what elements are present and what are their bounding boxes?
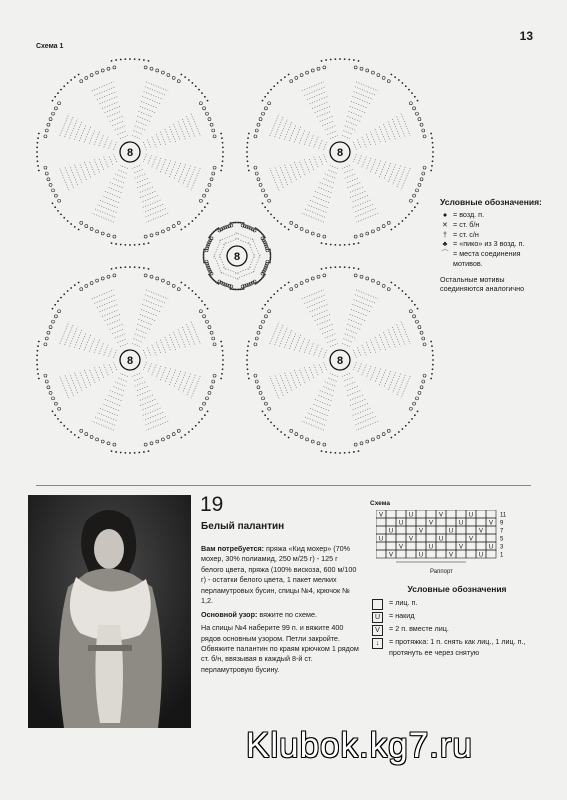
chart-cell (476, 518, 486, 526)
chart-cell (466, 518, 476, 526)
chart-cell (456, 510, 466, 518)
legend-item: ● = возд. п. (440, 210, 545, 220)
chart-cell (436, 550, 446, 558)
watermark: Klubok.kg7.ru (246, 726, 474, 765)
chart-cell (426, 534, 436, 542)
chart-cell (456, 534, 466, 542)
chart-cell (416, 510, 426, 518)
legend2-item: U = накид (372, 611, 542, 623)
chart-cell (466, 550, 476, 558)
chart-symbol: U (438, 536, 444, 543)
chart-cell (386, 542, 396, 550)
legend-note: Остальные мотивы соединяются аналогично (440, 274, 525, 294)
model-photo (28, 495, 191, 728)
chart-cell (446, 534, 456, 542)
materials-text: пряжа «Кид мохер» (70% мохер, 30% полиамид, 250 м/25 г) - 125 г белого цвета, пряжа (100% вискоза, 600 м/100 г) - остатки белого цвета, 1 пакет мелких перламутровых бусин, спицы №4, крючок № 1,2. (201, 544, 357, 606)
chart-cell (456, 550, 466, 558)
chart-cell (476, 542, 486, 550)
project-number: 19 (200, 493, 224, 516)
chart-symbol: U (408, 512, 414, 519)
chart-symbol: U (418, 552, 424, 559)
picot-icon: ♣ (442, 239, 448, 249)
chart-cell (436, 518, 446, 526)
chart-symbol: U (458, 520, 464, 527)
materials-label: Вам потребуется: (201, 544, 265, 553)
chart-symbol: U (468, 512, 474, 519)
scheme-2-legend (372, 583, 542, 659)
chart-symbol: U (388, 528, 394, 535)
legend2-item: V = 2 п. вместе лиц. (372, 624, 542, 636)
chart-cell (436, 542, 446, 550)
chart-symbol: V (468, 536, 474, 543)
motif-center-label: 8 (336, 355, 344, 367)
crochet-motif (246, 266, 434, 454)
motif-center-label: 8 (126, 355, 134, 367)
chart-cell (446, 510, 456, 518)
chart-cell (386, 510, 396, 518)
legend-item: † = ст. с/н (440, 230, 545, 240)
join-arc-icon: ⌒ (441, 249, 449, 259)
chart-symbol: V (438, 512, 444, 519)
chart-row-number: 7 (500, 528, 504, 535)
chart-row-number: 5 (500, 536, 504, 543)
chart-cell (416, 518, 426, 526)
chart-cell (406, 550, 416, 558)
chart-symbol: V (428, 520, 434, 527)
motif-center-label: 8 (336, 147, 344, 159)
legend-title: Условные обозначения: (440, 197, 542, 207)
chart-cell (426, 526, 436, 534)
chart-cell (466, 542, 476, 550)
chart-cell (446, 518, 456, 526)
chart-cell (416, 542, 426, 550)
chart-cell (396, 526, 406, 534)
chart-row-number: 11 (500, 512, 507, 519)
chart-cell (376, 518, 386, 526)
crochet-motif (203, 222, 272, 291)
chain-stitch-icon: ● (442, 210, 448, 220)
chart-cell (376, 542, 386, 550)
motif-center-label: 8 (126, 147, 134, 159)
chart-cell (476, 510, 486, 518)
legend2-title: Условные обозначения (407, 584, 507, 594)
knit-stitch-icon (372, 599, 383, 610)
crochet-motif (36, 58, 224, 246)
chart-cell (486, 550, 496, 558)
chart-cell (406, 518, 416, 526)
double-crochet-icon: † (443, 229, 447, 239)
project-description (201, 544, 361, 678)
chart-cell (446, 542, 456, 550)
chart-cell (376, 550, 386, 558)
chart-cell (406, 526, 416, 534)
crochet-motif (246, 58, 434, 246)
chart-cell (376, 526, 386, 534)
chart-symbol: U (448, 528, 454, 535)
chart-cell (386, 534, 396, 542)
pattern-label: Основной узор: (201, 609, 258, 619)
crochet-motif (36, 266, 224, 454)
legend2-item: = лиц. п. (372, 598, 542, 610)
chart-cell (396, 534, 406, 542)
chart-cell (406, 542, 416, 550)
k2tog-icon: V (372, 625, 383, 636)
chart-cell (486, 534, 496, 542)
page-number: 13 (519, 29, 533, 43)
chart-symbol: U (488, 544, 494, 551)
legend-item: ♣ = «пико» из 3 возд. п. (440, 239, 545, 249)
chart-cell (416, 534, 426, 542)
chart-symbol: U (428, 544, 434, 551)
chart-symbol: V (458, 544, 464, 551)
chart-symbol: U (378, 536, 384, 543)
skp-icon: ↓ (372, 638, 383, 649)
chart-cell (456, 526, 466, 534)
legend2-item: ↓ = протяжка: 1 п. снять как лиц., 1 лиц. п., протянуть ее через снятую (372, 637, 542, 659)
chart-cell (396, 550, 406, 558)
chart-cell (396, 510, 406, 518)
chart-cell (486, 526, 496, 534)
scheme-1-legend (440, 197, 545, 294)
scheme-2-label: Схема (370, 500, 391, 507)
chart-cell (476, 534, 486, 542)
chart-cell (426, 510, 436, 518)
scheme-1-label: Схема 1 (36, 43, 64, 50)
chart-symbol: V (448, 552, 454, 559)
section-divider (36, 485, 531, 486)
motif-center-label: 8 (233, 251, 241, 263)
chart-symbol: U (478, 552, 484, 559)
legend-item: ✕ = ст. б/н (441, 219, 480, 229)
chart-symbol: V (478, 528, 484, 535)
chart-symbol: V (388, 552, 394, 559)
chart-cell (436, 526, 446, 534)
chart-row-number: 1 (500, 552, 504, 559)
rapport-label: Раппорт (430, 569, 453, 575)
legend-item: ⌒ = места соединения мотивов. (441, 249, 521, 268)
chart-symbol: U (398, 520, 404, 527)
chart-symbol: V (378, 512, 384, 519)
project-title: Белый палантин (201, 521, 285, 532)
chart-symbol: V (408, 536, 414, 543)
instructions-text: На спицы №4 наберите 99 п. и вяжите 400 рядов основным узором. Петли закройте. Обвяжите палантин по краям крючком 1 рядом ст. б/н, ввязывая в каждый 8-й ст. перламутровую бусину. (201, 623, 359, 674)
chart-cell (386, 518, 396, 526)
chart-symbol: V (398, 544, 404, 551)
chart-cell (426, 550, 436, 558)
chart-cell (486, 510, 496, 518)
single-crochet-icon: ✕ (441, 219, 449, 229)
chart-symbol: V (418, 528, 424, 535)
yarn-over-icon: U (372, 612, 383, 623)
chart-row-number: 9 (500, 520, 504, 527)
pattern-text: вяжите по схеме. (259, 609, 317, 619)
chart-cell (466, 526, 476, 534)
chart-row-number: 3 (500, 544, 504, 551)
knitting-chart (376, 510, 516, 568)
chart-symbol: V (488, 520, 494, 527)
